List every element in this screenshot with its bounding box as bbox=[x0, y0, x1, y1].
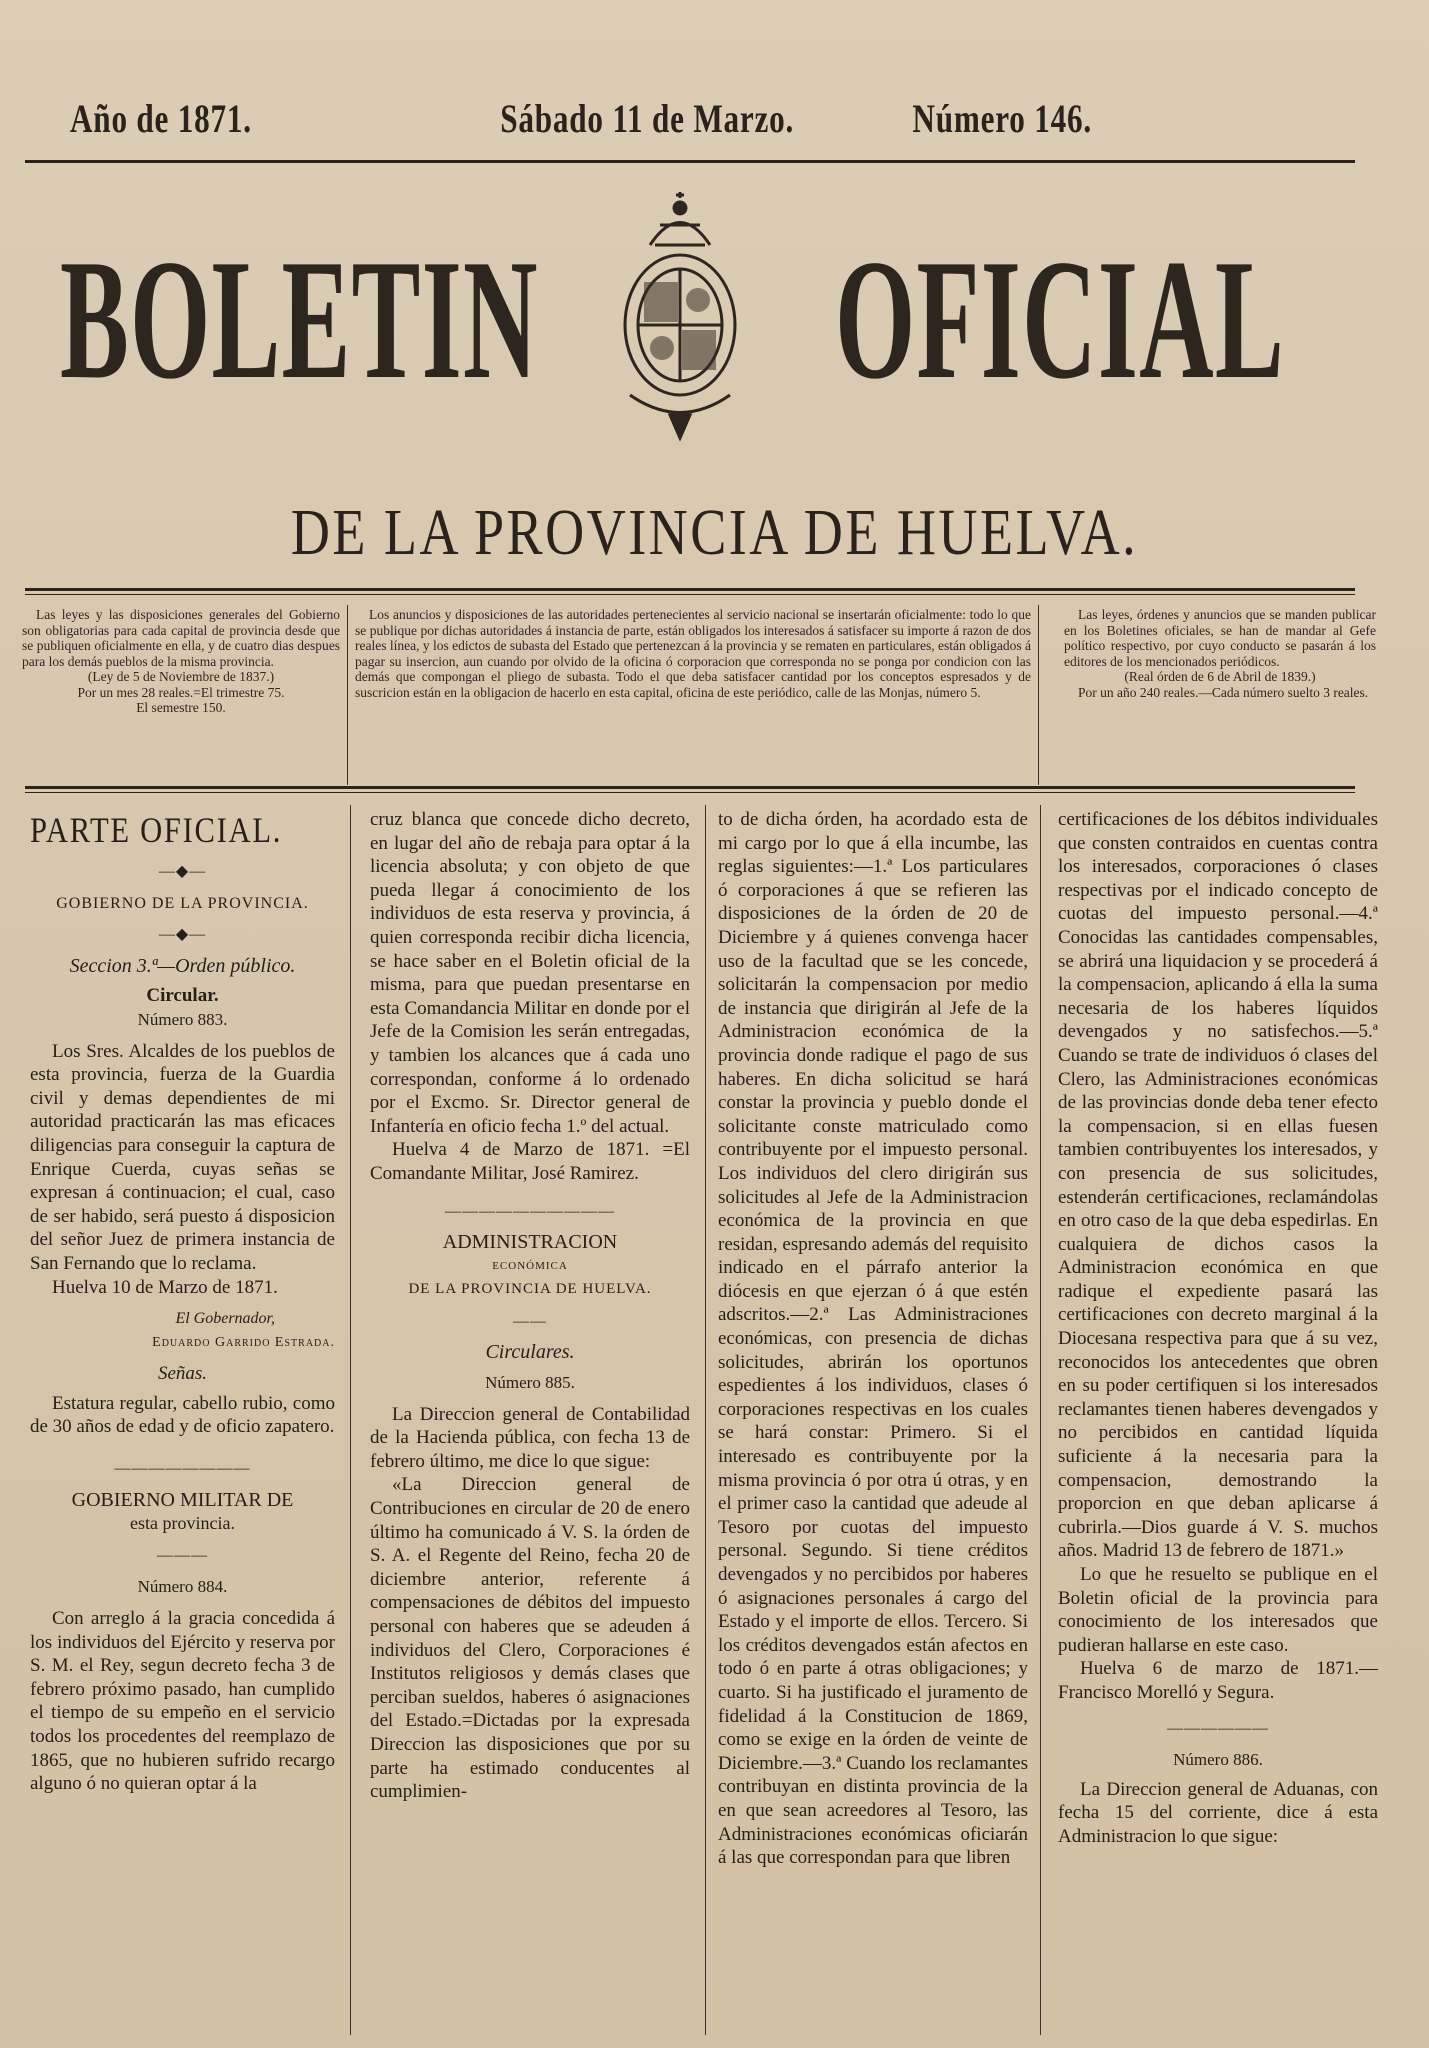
notice-left-semester: El semestre 150. bbox=[136, 700, 226, 715]
circular-884-continued: cruz blanca que concede dicho decreto, en lugar del año de rebaja para optar á la licencia absoluta; y con objeto de que pueda llegar á conocimiento de los individuos de esta reserva y provincia, á quien corresponda recibir dicha licencia, se hace saber en el Boletin oficial de la misma, para que puedan presentarse en esta Comandancia Militar en donde por el Jefe de la Comision les serán entregadas, y tambien los alcances que á cada uno correspondan, conforme á lo ordenado por el Excmo. Sr. Director general de Infantería en oficio fecha 1.º del actual. bbox=[370, 809, 690, 1137]
circular-886-intro: La Direccion general de Aduanas, con fecha 15 del corriente, dice á esta Administracion lo que sigue: bbox=[1058, 1778, 1378, 1847]
dateline bbox=[70, 95, 1092, 141]
notice-divider-1 bbox=[347, 605, 348, 785]
heading-circulares: Circulares. bbox=[485, 1341, 575, 1364]
notice-right bbox=[1064, 607, 1376, 700]
notice-left-text: Las leyes y las disposiciones generales del Gobierno son obligatorias para cada capital de provincia desde que se publiquen oficialmente en ella, y de cuatro dias despues para los demás pueblos de la misma provincia. bbox=[22, 607, 340, 669]
signature-name: Eduardo Garrido Estrada. bbox=[152, 1334, 335, 1350]
ornament-divider: ———————— bbox=[114, 1460, 251, 1478]
heading-administracion: ADMINISTRACION bbox=[442, 1231, 618, 1254]
number-884: Número 884. bbox=[137, 1577, 228, 1597]
masthead-subtitle: DE LA PROVINCIA DE HUELVA. bbox=[290, 496, 1139, 569]
heading-seccion: Seccion 3.ª—Orden público. bbox=[69, 954, 296, 977]
ornament-divider: —◆— bbox=[158, 926, 207, 944]
number-885: Número 885. bbox=[485, 1373, 575, 1393]
notices-rule-2 bbox=[25, 792, 1355, 793]
circular-885-rules: to de dicha órden, ha acordado esta de mi cargo por lo que á ella incumbe, las reglas siguientes:—1.ª Los particulares ó corporaciones á que se refieren las disposiciones de la órden de 20 de Diciembre y á quienes convenga hacer uso de la facultad que se les concede, solicitarán la compensacion por medio de instancia que dirigirán al Jefe de la Administracion económica de la provincia donde radique el pago de sus haberes. En dicha solicitud se hará constar la provincia y pueblo donde el solicitante conste matriculado como contribuyente por el impuesto personal. Los individuos del clero dirigirán sus solicitudes al Jefe de la Administracion económica de la provincia en que residan, espresando además del requisito indicado en el párrafo anterior la diócesis en que ejerzan ó á que estén adscritos.—2.ª Las Administraciones económicas, con presencia de dichas solicitudes, abrirán los oportunos espedientes á los individuos, clases ó corporaciones respectivas en los cuales se hará constar: Primero. Si el interesado es contribuyente por la misma provincia ó por otra ú otras, y en el primer caso la cantidad que adeude al Tesoro por cuotas del impuesto personal. Segundo. Si tiene créditos devengados y no percibidos por haberes ó asignaciones personales á cargo del Estado y el importe de ellos. Tercero. Si los créditos devengados están afectos en todo ó en parte á otras obligaciones; y cuarto. Si ha justificado el juramento de fidelidad á la Constitucion de 1869, como se exige en la órden de veinte de Diciembre.—3.ª Cuando los reclamantes contribuyan en distinta provincia de la en que sean acreedores al Tesoro, las Administraciones económicas oficiarán á las que correspondan para que libren bbox=[718, 809, 1028, 1869]
circular-885-publish: Lo que he resuelto se publique en el Boletin oficial de la provincia para conocimiento de los interesados que pudieran hallarse en este caso. bbox=[1058, 1564, 1378, 1656]
notice-center bbox=[355, 607, 1031, 700]
column-divider-2 bbox=[705, 805, 706, 2035]
top-rule bbox=[25, 160, 1355, 163]
ornament-divider: —————————— bbox=[445, 1202, 615, 1220]
heading-circular: Circular. bbox=[146, 985, 219, 1007]
circular-883-date: Huelva 10 de Marzo de 1871. bbox=[52, 1276, 278, 1298]
ornament-divider: —————— bbox=[1167, 1719, 1269, 1737]
circular-885-signature: Huelva 6 de marzo de 1871.— Francisco Morelló y Segura. bbox=[1058, 1658, 1378, 1703]
heading-gobierno-militar-2: esta provincia. bbox=[130, 1513, 235, 1534]
notice-right-text: Las leyes, órdenes y anuncios que se manden publicar en los Boletines oficiales, se han de mandar al Gefe político respectivo, por cuyo conducto se pasarán á los editores de los mencionados periódicos. bbox=[1064, 607, 1376, 669]
notice-divider-2 bbox=[1038, 605, 1039, 785]
circular-884-signature: Huelva 4 de Marzo de 1871. =El Comandante Militar, José Ramirez. bbox=[370, 1139, 690, 1184]
issue-number: Número 146. bbox=[912, 96, 1092, 141]
issue-date: Sábado 11 de Marzo. bbox=[500, 96, 795, 141]
notice-left-price: Por un mes 28 reales.=El trimestre 75. bbox=[77, 684, 285, 700]
heading-gobierno-militar: GOBIERNO MILITAR DE bbox=[71, 1488, 294, 1511]
ornament-divider: —— bbox=[513, 1312, 547, 1330]
signature-title: El Gobernador, bbox=[175, 1310, 275, 1328]
masthead-word-boletin: BOLETIN bbox=[60, 225, 539, 415]
notice-center-text: Los anuncios y disposiciones de las autoridades pertenecientes al servicio nacional se insertarán oficialmente: todo lo que se publique por dichas autoridades á instancia de parte, están obligados los interesados á satisfacer su importe á razon de dos reales línea, y los edictos de subasta del Estado que pertenezcan á la provincia y se rematen en particulares, están obligados á pagar su insercion, aun cuando por olvido de la oficina ó corporacion que corresponda no se ponga por condicion con las demás que compongan el pliego de subasta. Todo el que deba satisfacer cantidad por los conceptos espresados y de suscricion están en la obligacion de hacerlo en esta capital, oficina de este periódico, calle de las Monjas, número 5. bbox=[355, 607, 1031, 700]
heading-provincia-huelva: DE LA PROVINCIA DE HUELVA. bbox=[408, 1281, 652, 1298]
notice-right-price: Por un año 240 reales.—Cada número suelto 3 reales. bbox=[1078, 684, 1369, 700]
senas-text: Estatura regular, cabello rubio, como de 30 años de edad y de oficio zapatero. bbox=[30, 1392, 335, 1438]
column-1 bbox=[30, 808, 335, 1796]
column-divider-1 bbox=[350, 805, 351, 2035]
notices-rule-1 bbox=[25, 786, 1355, 789]
notice-left bbox=[22, 607, 340, 716]
circular-884-text: Con arreglo á la gracia concedida á los individuos del Ejército y reserva por S. M. el Rey, segun decreto fecha 3 de febrero próximo pasado, han cumplido el tiempo de su empeño en el servicio todos los procedentes del reemplazo de 1865, que no hubieren sufrido recargo alguno ó no quieran optar á la bbox=[30, 1608, 335, 1795]
column-4 bbox=[1058, 808, 1378, 1849]
column-3 bbox=[718, 808, 1028, 1870]
number-883: Número 883. bbox=[137, 1009, 228, 1029]
coat-of-arms-icon bbox=[610, 190, 750, 450]
masthead-rule-2 bbox=[25, 594, 1355, 595]
masthead-word-oficial: OFICIAL bbox=[835, 225, 1285, 415]
notice-left-ref: (Ley de 5 de Noviembre de 1837.) bbox=[87, 669, 275, 684]
column-2 bbox=[370, 808, 690, 1804]
column-divider-3 bbox=[1040, 805, 1041, 2035]
number-886: Número 886. bbox=[1173, 1750, 1263, 1770]
masthead-rule-1 bbox=[25, 588, 1355, 591]
ornament-divider: ——— bbox=[157, 1546, 208, 1564]
heading-gobierno-provincia: GOBIERNO DE LA PROVINCIA. bbox=[56, 894, 309, 912]
section-title-parte-oficial: PARTE OFICIAL. bbox=[30, 810, 283, 850]
issue-year: Año de 1871. bbox=[70, 96, 252, 141]
notice-right-ref: (Real órden de 6 de Abril de 1839.) bbox=[1124, 669, 1316, 684]
ornament-divider: —◆— bbox=[158, 863, 207, 880]
heading-senas: Señas. bbox=[157, 1363, 208, 1385]
circular-885-intro: La Direccion general de Contabilidad de la Hacienda pública, con fecha 13 de febrero último, me dice lo que sigue: bbox=[370, 1403, 690, 1472]
circular-885-rules-continued: certificaciones de los débitos individuales que consten contraidos en cuentas contra los interesados, corporaciones ó clases respectivas por el indicado concepto de cuotas del impuesto personal.—4.ª Conocidas las cantidades compensables, se abrirá una liquidacion y se procederá á la compensacion, aplicando á ella la suma necesaria de los haberes líquidos devengados y no satisfechos.—5.ª Cuando se trate de individuos ó clases del Clero, las Administraciones económicas de las provincias donde deba tener efecto la compensacion, si en ellas fuesen tambien contribuyentes los interesados, y con presencia de sus solicitudes, estenderán certificaciones, reclamándolas en otro caso de la que deba espedirlas. En cualquiera de dichos casos la Administracion económica en que radique el expediente pasará las certificaciones con decreto marginal á la Diocesana respectiva para que á su vez, reconocidos los antecedentes que obren en su poder certifiquen si los interesados reclamantes tienen haberes devengados y no percibidos en cantidad líquida suficiente á la necesaria para la compensacion, demostrando la proporcion en que deban aplicarse á cubrirla.—Dios guarde á V. S. muchos años. Madrid 13 de febrero de 1871.» bbox=[1058, 809, 1378, 1562]
heading-economica: ECONÓMICA bbox=[492, 1259, 568, 1272]
circular-885-quote: «La Direccion general de Contribuciones en circular de 20 de enero último ha comunicado á V. S. la órden de S. A. el Regente del Reino, fecha 20 de diciembre anterior, referente á compensaciones de débitos del impuesto personal con haberes que se adeuden á individuos del Clero, Corporaciones é Institutos religiosos y demás clases que perciban sueldos, haberes ó asignaciones del Estado.=Dictadas por la expresada Direccion las disposiciones que por su parte ha estimado conducentes al cumplimien- bbox=[370, 1474, 690, 1803]
circular-883-text: Los Sres. Alcaldes de los pueblos de esta provincia, fuerza de la Guardia civil y demas dependientes de mi autoridad practicarán las mas eficaces diligencias para conseguir la captura de Enrique Cuerda, cuyas señas se expresan á continuacion; el cual, caso de ser habido, será puesto á disposicion del señor Juez de primera instancia de San Fernando que lo reclama. bbox=[30, 1040, 335, 1274]
